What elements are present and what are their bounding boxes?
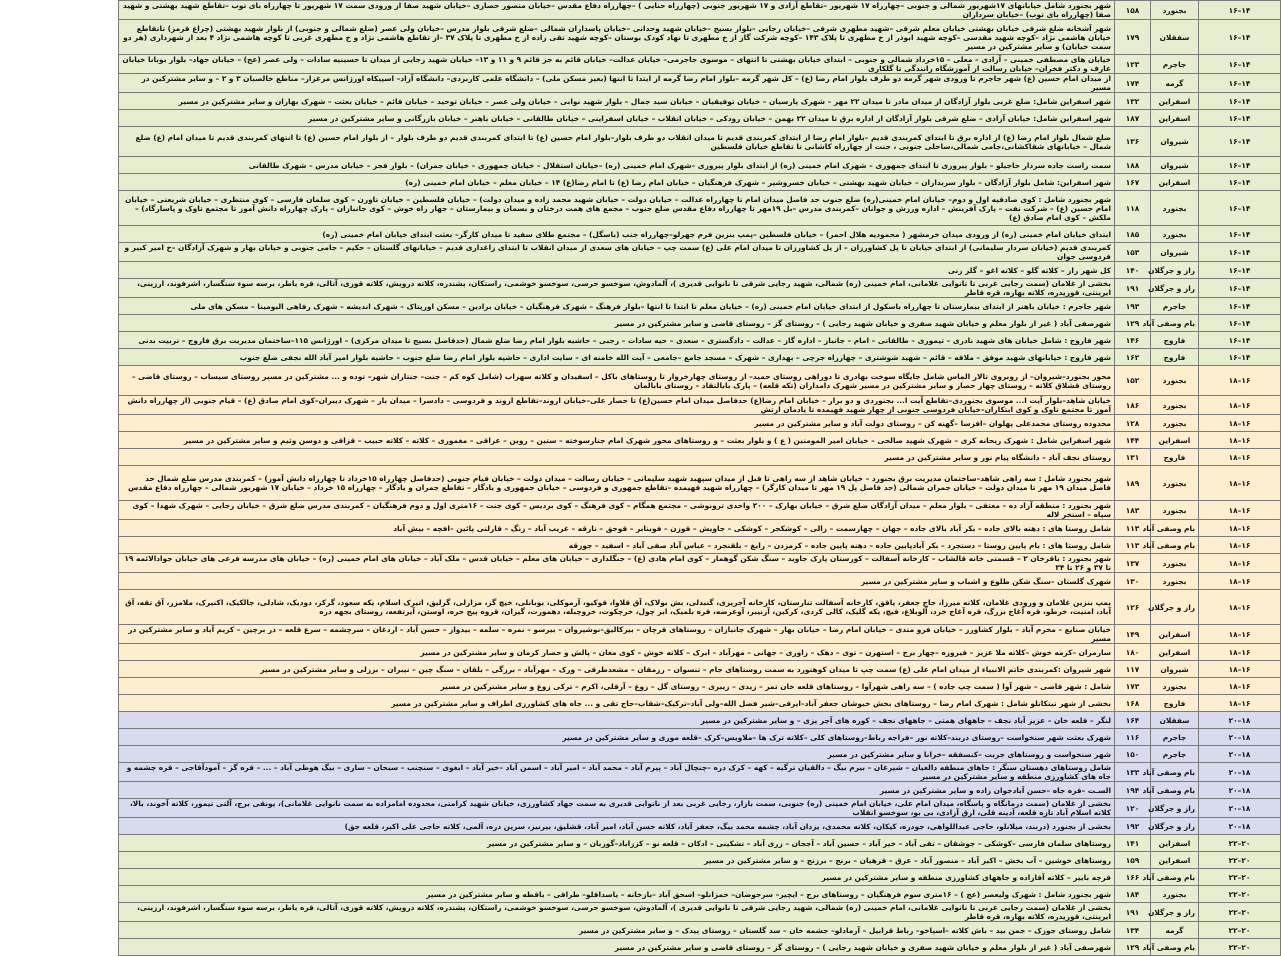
affected-areas-cell: شهر فاروج : شامل خیابان های شهید نادری – تیموری – طالقانی – امام – جانباز – اداره گاز – عدالت – دادگستری – سعدی – حیه سادات – رجبی – حاشیه بلوار امام رضا ضلع شمال (حدفاصل بسیج تا میدان مرکزی) – اورژانس ۱۱۵–ساختمان مدیریت برق فاروج – تربیت بدنی	[119, 332, 1115, 349]
feeder-number-cell: ۱۳۱	[1115, 449, 1151, 466]
time-slot-cell: ۱۶–۱۸	[1199, 449, 1281, 466]
affected-areas-cell: محدوده روستای محمدعلی پهلوان –افزسا –گهنه کن – روستای دولت آباد و سایر مشترکین در مسیر	[119, 415, 1115, 432]
table-row	[119, 537, 1281, 554]
city-cell: اسفراین	[1151, 625, 1199, 644]
city-cell: بجنورد	[1151, 501, 1199, 520]
feeder-number-cell: ۱۲۹	[1115, 939, 1151, 956]
time-slot-cell: ۲۰–۲۲	[1199, 852, 1281, 869]
city-cell: جاجرم	[1151, 55, 1199, 74]
affected-areas-cell: شهر بجنورد شامل : سه راهی شاهد–ساختمان مدیریت برق بجنورد – خیابان شاهد از سه راهی تا قبل از میدان سپهبد شهید سلیمانی – خیابان رسالت – میدان دولت – خیابان قیام جنوبی (حدفاصل چهارراه ۱۵خرداد تا چهارراه دانش آموز) – کمربندی مدرس ضلع شمال حد فاصل میدان ۱۹ مهر تا میدان دولت – خیابان جمران شمالی (حد فاصل پل ۱۹ مهر تا میدان کارگر) – چهارراه شهید قهیمده –تقاطع جمهوری و فردوسی – خیابان جمهوری و یادگار – تقاطع جمران و یادگار – چهارراه ۱۵ خرداد – خیابان ۱۷ شهریور شمالی – چهارراه دفاع مقدس	[119, 466, 1115, 501]
affected-areas-cell: بخشی از غلامان (سمت درمانگاه و پاسگاه، میدان امام علی، خیابان امام خمینی (ره) جنوبی، سمت بازار، رجایی غربی بعد از نانوایی قدیری به سمت جهاد کشاورزی، خیابان شهید کرامتی، محدوده امامزاده به سمت نانوایی غلامانی)، یونقی برج، آلتی تیمور، کلاته آخوند، بالا، کلاته اسلام آباد تازه قلعه، آدینه قلی، ارق آزادی، بی بو، سوخسو انقلاب	[119, 799, 1115, 818]
table-row	[119, 729, 1281, 746]
city-cell: بجنورد	[1151, 466, 1199, 501]
city-cell: بام وصفی آباد	[1151, 939, 1199, 956]
city-cell: شیروان	[1151, 157, 1199, 174]
time-slot-cell: ۱۶–۱۸	[1199, 501, 1281, 520]
affected-areas-cell: شهر اسفراین شامل : شهرک ریحانه کری – شهرک شهید صالحی – خیابان امیر المومنین ( ع ) و بلوار بعثت – و روستاهای محور شهرک امام جنارسوخته – ستین – روین – عراقی – مغموری – کلاته – کلاته حبیب – قزاقی و دوسن وثیم و سایر مشترکین در مسیر	[119, 432, 1115, 449]
table-row	[119, 661, 1281, 678]
affected-areas-cell: سمت راست جاده سردار حاجیلو – بلوار پیروزی تا ابتدای جمهوری – شهرک امام خمینی (ره) از ابتدای بلوار پیروزی –شهرک امام خمینی (ره) –خیابان استقلال – خیابان جمهوری – خیابان جمران) – بلوار فجر – خیابان مدرس – شهرک طالقانی	[119, 157, 1115, 174]
time-slot-cell: ۱۶–۱۸	[1199, 415, 1281, 432]
city-cell: بجنورد	[1151, 1, 1199, 20]
affected-areas-cell: شهر شیروان :کمربندی خاتم الانبیاء از میدان امام علی (ع) سمت چپ تا میدان کوهنورد به سمت روستاهای جام – تنسوان – رزمقان – مشعدطرقی – ورک – مهرآباد – برزگی – بلقان – سنگ چین – نیبران – برزلی و سایر مشترکین در مسیر	[119, 661, 1115, 678]
city-cell: جاجرم	[1151, 298, 1199, 315]
time-slot-cell: ۱۶–۱۸	[1199, 554, 1281, 573]
time-slot-cell: ۱۶–۱۸	[1199, 520, 1281, 537]
table-row	[119, 782, 1281, 799]
affected-areas-cell: خیابان شاهد–بلوار آیت ا... موسوی بجنوردی–تقاطع آیت ا... بجنوردی و دو برار – خیابان امام رضا(ع) حدفاصل میدان امام حسین(ع) تا حصار علی–خیابان اروند–تقاطع اروند و فردوسی – دادسرا – میدان بار – شهرک دیبران–کوی امام صادق (ع) – قیام جنوبی (از چهارراه دانش آموز تا مجتمع تاوک و کوی ابتکاران–خیابان فردوسی جنوبی از چهار شهید فهیمده تا یادمان ارتش	[119, 396, 1115, 415]
time-slot-cell: ۱۴–۱۶	[1199, 110, 1281, 127]
table-row	[119, 573, 1281, 590]
affected-areas-cell: ابتدای خیابان امام خمینی (ره) از ورودی میدان خرمشهر ( محمودیه هلال احمر) – خیابان فلسطین –پمپ بنزین فرم جهرلو–چهارراه جنب (باسگل) – مجتمع طلای سفید تا میدان کارگر– بعثت ابتدای خیابان امام خمینی (ره)	[119, 226, 1115, 243]
table-row	[119, 191, 1281, 226]
affected-areas-cell: شهر اسفراین: شامل بلوار آزادگان – بلوار سربداران – خیابان شهید بهشتی – خیابان خسروشیر – شهرک فرهنگیان – خیابان امام رضا (ع) تا امام رضا(ع) ۱۴ – خیابان معلم – خیابان امام خمینی (ره)	[119, 174, 1115, 191]
feeder-number-cell: ۱۱۸	[1115, 191, 1151, 226]
city-cell: بجنورد	[1151, 678, 1199, 695]
time-slot-cell: ۱۴–۱۶	[1199, 174, 1281, 191]
city-cell: بجنورد	[1151, 226, 1199, 243]
feeder-number-cell: ۱۴۴	[1115, 432, 1151, 449]
feeder-number-cell: ۱۲۳	[1115, 55, 1151, 74]
time-slot-cell: ۲۰–۲۲	[1199, 886, 1281, 903]
city-cell: بجنورد	[1151, 191, 1199, 226]
table-row	[119, 886, 1281, 903]
affected-areas-cell: السـت –قره جاه –حسن آبادجوان زاده و سایر مشترکین در مسیر	[119, 782, 1115, 799]
affected-areas-cell: بخشی از شهر تیتکانلو شامل : شهرک امام رضا – روستاهای بخش خبوشان جعفر آباد–ایرقی–شیر فضل الله–ولی آباد–ترکیک–شقاب–حاج تقی و ... جاه های کشاورزی اطراف و سایر مشترکین در مسیر	[119, 695, 1115, 712]
table-row	[119, 818, 1281, 835]
time-slot-cell: ۱۸–۲۰	[1199, 746, 1281, 763]
table-row	[119, 332, 1281, 349]
feeder-number-cell: ۱۹۴	[1115, 782, 1151, 799]
feeder-number-cell: ۱۲۶	[1115, 590, 1151, 625]
feeder-number-cell: ۱۸۶	[1115, 396, 1151, 415]
table-row	[119, 1, 1281, 20]
table-row	[119, 243, 1281, 262]
time-slot-cell: ۲۰–۲۲	[1199, 922, 1281, 939]
feeder-number-cell: ۱۸۷	[1115, 110, 1151, 127]
time-slot-cell: ۱۶–۱۸	[1199, 661, 1281, 678]
affected-areas-cell: شهر سنخواست و روستاهای جربت –کنسفقه –خرانا و سایر مشترکین در مسیر	[119, 746, 1115, 763]
affected-areas-cell: لنگر – قلعه خان – عزیز آباد نجف – جاههای همتی – جاههای نجف – کوره های آجر پزی – و سایر مشترکین در مسیر	[119, 712, 1115, 729]
city-cell: راز و جرگلان	[1151, 818, 1199, 835]
city-cell: بجنورد	[1151, 573, 1199, 590]
table-row	[119, 262, 1281, 279]
city-cell: بام وصفی آباد	[1151, 763, 1199, 782]
affected-areas-cell: شهر آشخانه ضلع شرقی خیابان بهشتی خیابان معلم شرقی –شهید مطهری شرقی –خیابان رجایی –بلوار بسیج –خیابان شهید وحدانی –خیابان پاسداران شمالی –ضلع شرقی بلوار مدرس –خیابان ولی عصر (ضلع شمالی و جنوبی) از بلوار شهید بهشتی (چراغ قرمز) تاتقاطع خیابان هاشمی نژاد –کوچه شهید مقدسی –کوچه شهید ابوذر از خ مطهری تا پلاک ۱۴۳ –کوچه شرکت گاز از خ مطهری تا نهاد کودک بوستان –کوچه شهید تقی زاده از خ مطهری تا پلاک ۳۷ –از تقاطع هاشمی نژاد و خ مطهری غربی تا کوچه هاشمی نژاد ۴ بعد از شهرداری (هر دو سمت خیابان) و سایر مشترکین در مسیر	[119, 20, 1115, 55]
city-cell: راز و جرگلان	[1151, 590, 1199, 625]
table-row	[119, 226, 1281, 243]
table-row	[119, 279, 1281, 298]
table-row	[119, 712, 1281, 729]
time-slot-cell: ۲۰–۲۲	[1199, 835, 1281, 852]
city-cell: راز و جرگلان	[1151, 903, 1199, 922]
city-cell: اسفراین	[1151, 110, 1199, 127]
time-slot-cell: ۱۶–۱۸	[1199, 625, 1281, 644]
time-slot-cell: ۱۶–۱۸	[1199, 695, 1281, 712]
time-slot-cell: ۱۶–۱۸	[1199, 573, 1281, 590]
time-slot-cell: ۱۸–۲۰	[1199, 729, 1281, 746]
time-slot-cell: ۱۸–۲۰	[1199, 712, 1281, 729]
time-slot-cell: ۱۴–۱۶	[1199, 157, 1281, 174]
affected-areas-cell: روستاهای سلمان فارسی –کوشکی – جوشقان – تقی آباد – خیر آباد – حسین آباد – آججان – زری آباد – تشکینی – ادکان – قلعه نو – کززاباد–گوربان – و سایر مشترکین در مسیر	[119, 835, 1115, 852]
feeder-number-cell: ۱۵۳	[1115, 243, 1151, 262]
affected-areas-cell: ضلع شمال بلوار امام رضا (ع) از اداره برق تا ابتدای کمربندی قدیم –بلوار امام رضا از ابتدای کمربندی قدیم تا میدان انقلاب دو طرف بلوار–بلوار امام حسین (ع) تا ابتدای کمربندی قدیم دو طرف بلوار – از بلوار امام حسین (ع) تا انتهای کمربندی قدیم تا میدان امام (ع) ضلع شمال – خیابانهای شقاکشانی،جامی شمالی،ساحلی جنوبی ، جنت از چهارراه کاشانی تا تقاطع خیابان فلسطین	[119, 127, 1115, 157]
time-slot-cell: ۱۴–۱۶	[1199, 55, 1281, 74]
time-slot-cell: ۱۴–۱۶	[1199, 349, 1281, 366]
table-row	[119, 625, 1281, 644]
feeder-number-cell: ۱۳۲	[1115, 93, 1151, 110]
table-row	[119, 74, 1281, 93]
time-slot-cell: ۱۸–۲۰	[1199, 799, 1281, 818]
city-cell: فاروج	[1151, 449, 1199, 466]
table-row	[119, 432, 1281, 449]
city-cell: بجنورد	[1151, 554, 1199, 573]
time-slot-cell: ۱۶–۱۸	[1199, 366, 1281, 396]
affected-areas-cell: محور بجنورد–شیروان– از روبروی تالار الماس شامل جایگاه سوخت بهادری تا دوراهی روستای حمید– از روستای چهارخروار تا روستاهای باکل – اسفیدان و کلاته سهراب (شامل کوه کم – جنت– جنتاران شهر– توده و ... مشترکین در مسیر روستای سیساب – روستای قاضی – روستای قشلاق کلاته – روستای چهار حصار و سایر مشترکین در مسیر شهرک دامداران (تکه قلعه) – پارک بابالنقاد – روستای بابالمان	[119, 366, 1115, 396]
city-cell: جاجرم	[1151, 729, 1199, 746]
city-cell: بجنورد	[1151, 886, 1199, 903]
city-cell: شیروان	[1151, 127, 1199, 157]
affected-areas-cell: شهر بجنورد : منطقه آزاد ده – معتقی – بلوار معلم – میدان آزادگان ضلع شرق – خیابان بهارک – ۲۰۰ واحدی ترونوشی – مجتمع همگام – کوی فرهنگ – کوی بردیس – کوی جنت – ۱۶متری اول و دوم فرهنگیان – کمربندی مدرس ضلع شرق – خیابان رجایی – شهرک شهدا – کوی سپاه – استخر لاله	[119, 501, 1115, 520]
affected-areas-cell: شهر بجنورد شامل : شهرک ولیعصر (عج ) – ۱۶متری سوم فرهنگیان – روستاهای برج – ایچیر– سرحوضان– حمزانلو– اسحق آباد –بازخانه – یاسداقلو– طراقی – باقطه و سایر مشترکین در مسیر	[119, 886, 1115, 903]
city-cell: بجنورد	[1151, 415, 1199, 432]
time-slot-cell: ۱۸–۲۰	[1199, 818, 1281, 835]
affected-areas-cell: بخشی از بجنورد (دربند، میلانلو، حاجی عبداللواهی، جودره، کیکان، کلاته محمدی، یزدان آباد، چشمه محمد بیگ، جعفر آباد، کلاته حسن آباد، امیر آباد، قشلیق، بیرنیز، سرین دره، آلمی، کلاته حاجی علی اکبر، قلعه جق)	[119, 818, 1115, 835]
affected-areas-cell: شامل روستای جوزک – جمن بید – باش کلاته –اسپاخو– رباط قرابیل – آرمادلو– جشمه خان – سد گلستان – روستای پیدک – و سایر مشترکین در مسیر	[119, 922, 1115, 939]
table-row	[119, 466, 1281, 501]
table-row	[119, 174, 1281, 191]
feeder-number-cell: ۱۹۲	[1115, 818, 1151, 835]
feeder-number-cell: ۱۸۳	[1115, 501, 1151, 520]
city-cell: بام وصفی آباد	[1151, 315, 1199, 332]
city-cell: اسفراین	[1151, 174, 1199, 191]
table-row	[119, 678, 1281, 695]
city-cell: اسفراین	[1151, 835, 1199, 852]
city-cell: گرمه	[1151, 74, 1199, 93]
feeder-number-cell: ۱۴۶	[1115, 332, 1151, 349]
time-slot-cell: ۱۶–۱۸	[1199, 590, 1281, 625]
city-cell: اسفراین	[1151, 852, 1199, 869]
affected-areas-cell: شامل روستاهای دهستان سنگر : جاهای منطقه دالغیان – شیرغان – بیرم بیگ – دالقیان ترگیه – کهه – کرک دره –چنچال آباد – پیرم آباد – محمد آباد – امیر آباد – اسمن آباد –خیر آباد – ابغوی – سنچنب – سبحان – ساری – بیگ هوطی آباد – ... – قره گز – آمودآقاجی – قره چشمه و جاه های کشاورزی منطقه و سایر مشترکین در مسیر	[119, 763, 1115, 782]
table-row	[119, 746, 1281, 763]
city-cell: فاروج	[1151, 332, 1199, 349]
table-row	[119, 396, 1281, 415]
feeder-number-cell: ۱۶۶	[1115, 869, 1151, 886]
city-cell: شیروان	[1151, 243, 1199, 262]
affected-areas-cell: شامل : شهر قاضی – شهر آوا ( سمت چپ جاده ) – سه راهی شهرآوا – روستاهای قلعه خان تمر – زیدی – زیبری – روستای گل – زوغ – آرقلی، اکرم – ترکی زوغ و سایر مشترکین در مسیر	[119, 678, 1115, 695]
affected-areas-cell: قرچه باییر – کلاته آقازاده و جاههای کشاورزی منطقه و سایر مشترکین در مسیر	[119, 869, 1115, 886]
feeder-number-cell: ۱۵۲	[1115, 366, 1151, 396]
affected-areas-cell: شامل روستا های : بام پایین روستا – دستجرد – بکر آبادپایین جاده – دهنه پایین جاده – کرمزدن – رابغ – بلقنجرد – عباس آباد صفی آباد – اسفید – جوزقه	[119, 537, 1115, 554]
time-slot-cell: ۲۰–۲۲	[1199, 939, 1281, 956]
feeder-number-cell: ۱۸۵	[1115, 226, 1151, 243]
feeder-number-cell: ۱۴۱	[1115, 835, 1151, 852]
affected-areas-cell: شهر بجنورد شامل : کوی صادقیه اول و دوم– خیابان امام خمینی(ره) ضلع جنوب حد فاصل میدان امام تا چهارراه عدالت – خیابان دولت – خیابان شهید محمد زاده و میدان دولت) – خیابان فلسطین – خیابان تاورن – کوی سلمان فارسی – کوی منتظری – خیابان شریعتی – خیابان امام حسین (ع) – شرکت نفت – پارک آفرینش – اداره ورزش و جوانان –کمربندی مدرس –بل ۱۹مهر تا چهارراه دفاع مقدس ضلع جنوب – مجمع های همت درختان و بسمان و بیمارستان – جهار راه خوش – کوی جانبازان – پارک چهارراه دانش آموز تا مجتمع تاوک و پاسارگاد) –ملکش – کوی امام صادق (ع)	[119, 191, 1115, 226]
city-cell: فاروج	[1151, 349, 1199, 366]
time-slot-cell: ۱۴–۱۶	[1199, 243, 1281, 262]
affected-areas-cell: کمربندی قدیم (خیابان سردار سلیمانی) از ابتدای خیابان تا پل کشاورزان – از پل کشاورزان تا میدان امام علی (ع) سمت چپ – خیابان های سعدی از میدان انقلاب تا ابتدای زاغداری قدیم – خیابانهای گلستان – حکیم – جامی جنوبی و خیابان بهار و شهرک آزادگان –خ امیر کبیر و فردوسی جوان	[119, 243, 1115, 262]
table-row	[119, 644, 1281, 661]
table-row	[119, 20, 1281, 55]
table-row	[119, 520, 1281, 537]
city-cell: اسفراین	[1151, 432, 1199, 449]
time-slot-cell: ۱۶–۱۸	[1199, 432, 1281, 449]
feeder-number-cell: ۱۱۷	[1115, 661, 1151, 678]
feeder-number-cell: ۱۱۳	[1115, 537, 1151, 554]
city-cell: بام وصفی آباد	[1151, 520, 1199, 537]
feeder-number-cell: ۱۲۸	[1115, 415, 1151, 432]
feeder-number-cell: ۱۳۳	[1115, 763, 1151, 782]
time-slot-cell: ۱۶–۱۸	[1199, 396, 1281, 415]
city-cell: بجنورد	[1151, 396, 1199, 415]
time-slot-cell: ۱۴–۱۶	[1199, 127, 1281, 157]
feeder-number-cell: ۱۵۹	[1115, 852, 1151, 869]
outage-schedule-table	[118, 0, 1281, 956]
table-row	[119, 554, 1281, 573]
affected-areas-cell: شهر اسفراین شامل: ضلع غربی بلوار آزادگان از میدان مادر تا میدان ۲۲ مهر – شهرک پارسیان – خیابان توفیقیان – خیابان سید جمال – بلوار شهید نوابی – خیابان ولی عصر – خیابان توحید – خیابان قائم – خیابان بعثت – شهرک بهاران و سایر مشترکین در مسیر	[119, 93, 1115, 110]
table-row	[119, 939, 1281, 956]
city-cell: سفقلان	[1151, 712, 1199, 729]
city-cell: شیروان	[1151, 661, 1199, 678]
time-slot-cell: ۱۴–۱۶	[1199, 20, 1281, 55]
affected-areas-cell: شهرصفی آباد ( غیر از بلوار معلم و خیابان شهید صفری و خیابان شهید رجایی ) – روستای گز – روستای قاضی و سایر مشترکین در مسیر	[119, 315, 1115, 332]
feeder-number-cell: ۱۳۶	[1115, 127, 1151, 157]
table-row	[119, 852, 1281, 869]
time-slot-cell: ۱۴–۱۶	[1199, 332, 1281, 349]
table-row	[119, 315, 1281, 332]
feeder-number-cell: ۱۸۰	[1115, 644, 1151, 661]
affected-areas-cell: روستای نجف آباد – دانشگاه پیام نور و سایر مشترکین در مسیر	[119, 449, 1115, 466]
feeder-number-cell: ۱۷۳	[1115, 678, 1151, 695]
affected-areas-cell: روستاهای خوشین – آب بخش – اکبر آباد – منصور آباد – عرق – قرهیان – برنج – برزنج – و سایر مشترکین در مسیر	[119, 852, 1115, 869]
affected-areas-cell: شهر اسفراین شامل: خیابان آزادی – ضلع شرقی بلوار آزادگان از اداره برق تا میدان ۲۲ بهمن – خیابان رودکی – خیابان انقلاب – خیابان اسفراینی – خیابان طالقانی – خیابان باهنر – خیابان بازرگانی و سایر مشترکین در مسیر	[119, 110, 1115, 127]
affected-areas-cell: خیابان های مصطفی خمینی – آزادی – معلی – ۱۵خرداد شمالی و جنوبی – ابتدای خیابان بهشتی تا انتهای – موسوی جاجرمی– خیابان عدالت– خیابان قائم به جز قائم ۹ و ۱۱ و ۱۳– خیابان شهید رجایی از میدان تا حسینیه سادات – ولی عصر (عج) – خیابان جهاد– بلوار بوبانا خیابان عارف و دکتر فخران– خیابان رسالت از آموزشگاه رانندگی تا گلکاری	[119, 55, 1115, 74]
city-cell: جاجرم	[1151, 746, 1199, 763]
table-row	[119, 93, 1281, 110]
table-row	[119, 835, 1281, 852]
affected-areas-cell: شهرصفی آباد ( غیر از بلوار معلم و خیابان شهید صفری و خیابان شهید رجایی ) – روستای گز – روستای قاضی و سایر مشترکین در مسیر	[119, 939, 1115, 956]
table-row	[119, 799, 1281, 818]
affected-areas-cell: بخشی از غلامان (سمت رجایی غربی تا تانوایی غلامانی، امام خمینی (ره) شمالی، شهید رجایی شرقی تا نانوایی قدیری )، آلمادوش، سوخسو حرسی، سوخسو خوشمی، راستکان، پشندره، کلاته درویش، کلاته قوزی، آتالی، قره باطر، برسه سوء سنگسار، اشرفوند، ارزینی، ایرینتی، قوریدره، کلاته بهاره، قره قاطر	[119, 279, 1115, 298]
table-row	[119, 869, 1281, 886]
time-slot-cell: ۲۰–۲۲	[1199, 869, 1281, 886]
city-cell: بام وصفی آباد	[1151, 537, 1199, 554]
affected-areas-cell: شهرک بعثت شهر سنخواست –روستای دربند–کلاته نور –فراجه رباط–روستاهای کلی –کلاته ترک ها –ملاویس–کرک –قلعه موری و سایر مشترکین در مسیر	[119, 729, 1115, 746]
time-slot-cell: ۱۸–۲۰	[1199, 763, 1281, 782]
city-cell: اسفراین	[1151, 644, 1199, 661]
city-cell: بام وصفی آباد	[1151, 782, 1199, 799]
time-slot-cell: ۱۸–۲۰	[1199, 782, 1281, 799]
city-cell: راز و جرگلان	[1151, 799, 1199, 818]
affected-areas-cell: پمپ بنزین غلامان و ورودی غلامان، کلاته میرزا، حاج جعفر، یاقق، کارخانه آسفالت تنارستان، کارخانه آجرپزی، گنبدلی، بش بولاک، آق قلاوا، قوکیو، آرموکلی، بوبانلی، خیچ گز، مزارلی، گرلیق، اتیرک اسلام، یکه سعود، گرکز، دودیک، شادلی، جالکیک، اکنیرک، ملامزر، آق تقه، آق آباد، امنیت، خرطو، قره آغاج بزرگ، قره آغاج خرد، آلوبلاغ، فیچ، یکه گلیک، کالی کردی، کرکین، آرنیبر، آوعرضه، قره بلمیک، ابر چول، خرچکوت، خروچبله، دهمورت، گیران، قروه پیج حره، اوستن، آیرتفعه، روستای بجهه دره	[119, 590, 1115, 625]
feeder-number-cell: ۱۳۴	[1115, 922, 1151, 939]
feeder-number-cell: ۱۱۶	[1115, 729, 1151, 746]
time-slot-cell: ۱۴–۱۶	[1199, 279, 1281, 298]
table-row	[119, 157, 1281, 174]
feeder-number-cell: ۱۹۱	[1115, 279, 1151, 298]
feeder-number-cell: ۱۹۱	[1115, 903, 1151, 922]
feeder-number-cell: ۱۷۴	[1115, 74, 1151, 93]
time-slot-cell: ۲۰–۲۲	[1199, 903, 1281, 922]
feeder-number-cell: ۱۴۰	[1115, 262, 1151, 279]
table-row	[119, 55, 1281, 74]
time-slot-cell: ۱۶–۱۸	[1199, 537, 1281, 554]
feeder-number-cell: ۱۶۷	[1115, 174, 1151, 191]
table-row	[119, 590, 1281, 625]
city-cell: بام وصفی آباد	[1151, 869, 1199, 886]
feeder-number-cell: ۱۲۰	[1115, 799, 1151, 818]
city-cell: راز و جرگلان	[1151, 279, 1199, 298]
table-row	[119, 298, 1281, 315]
feeder-number-cell: ۱۱۳	[1115, 520, 1151, 537]
table-row	[119, 127, 1281, 157]
affected-areas-cell: شامل روستا های : دهنه بالای جاده – بکر آباد بالای جاده – جهان – چهارسمت – زالی – کوشکجر – کوشکی – جاویش – قوزن – فوبنابر – قوجق – نارقه – غریب آباد – زنگ – قارلنی پائین –افچه – بیش آباد	[119, 520, 1115, 537]
feeder-number-cell: ۱۸۴	[1115, 886, 1151, 903]
city-cell: راز و جرگلان	[1151, 262, 1199, 279]
table-row	[119, 449, 1281, 466]
feeder-number-cell: ۱۹۳	[1115, 298, 1151, 315]
time-slot-cell: ۱۴–۱۶	[1199, 93, 1281, 110]
city-cell: فاروج	[1151, 695, 1199, 712]
affected-areas-cell: بخشی از غلامان (سمت رجایی غربی تا نانوایی غلامانی، امام خمینی (ره) شمالی، شهید رجایی شرقی تا نانوایی قدیری )، آلمادوش، سوخسو حرسی، سوخسو خوشمی، راستکان، پشندره، کلاته درویش، کلاته قوزی، آتالی، قره باطر، برسه سوء سنگسار، اشرفوند، ارزینی، ایرینتی، قوریدره، کلاته بهاره، قره قاطر	[119, 903, 1115, 922]
time-slot-cell: ۱۶–۱۸	[1199, 644, 1281, 661]
table-row	[119, 110, 1281, 127]
affected-areas-cell: شهر بجنورد : باقرخان ۲ – قسمتی خانه قالشاب – کارخانه آسفالت – کورستان پارک جاوید – سنگ شکن گوهمار – کوی امام هادی (ع) – جنگلداری – خیابان های معلم – خیابان قدس – ملک آباد – خیابان های امام خمینی (ره) – خیابان های مدرسه فرعی های خیابان جوادالائمه ۱۹ تا ۳۷ و ۲۶ تا ۳۴	[119, 554, 1115, 573]
city-cell: گرمه	[1151, 922, 1199, 939]
time-slot-cell: ۱۴–۱۶	[1199, 315, 1281, 332]
time-slot-cell: ۱۴–۱۶	[1199, 226, 1281, 243]
table-row	[119, 501, 1281, 520]
time-slot-cell: ۱۴–۱۶	[1199, 262, 1281, 279]
table-row	[119, 415, 1281, 432]
time-slot-cell: ۱۴–۱۶	[1199, 74, 1281, 93]
feeder-number-cell: ۱۵۸	[1115, 1, 1151, 20]
table-row	[119, 903, 1281, 922]
table-row	[119, 366, 1281, 396]
table-row	[119, 349, 1281, 366]
city-cell: اسفراین	[1151, 93, 1199, 110]
table-row	[119, 695, 1281, 712]
affected-areas-cell: شهر جاجرم : خیابان باهنر از ابتدای بیمارستان تا چهارراه باسکول از ابتدای خیابان امام خمینی (ره) – خیابان معلم تا ابتدا تا انتها –بلوار فرهنگ – شهرک فرهنگیان – خیابان برادین – مسکن اورپتاک – شهرک اندیشه – شهرک رفاهی البومینا – مسکن های ملی	[119, 298, 1115, 315]
feeder-number-cell: ۱۸۹	[1115, 466, 1151, 501]
table-row	[119, 922, 1281, 939]
feeder-number-cell: ۱۶۴	[1115, 712, 1151, 729]
affected-areas-cell: سارمران –کرمه خوش –کلاته ملا عزیز – فیروزه –چهار برج – استهرن – توی – دهک – زاوری – جهانی – مهرآباد – ابرک – کلاته خوش – کوی مغان – پالش و حصار کرمان و سایر مشترکین در مسیر	[119, 644, 1115, 661]
time-slot-cell: ۱۴–۱۶	[1199, 1, 1281, 20]
feeder-number-cell: ۱۶۲	[1115, 349, 1151, 366]
schedule-rows	[119, 1, 1281, 956]
time-slot-cell: ۱۶–۱۸	[1199, 466, 1281, 501]
affected-areas-cell: شهر بجنورد شامل خیابانهای ۱۷شهریور شمالی و جنوبی –چهارراه ۱۷ شهریور –تقاطع آزادی و ۱۷ شهریور جنوبی (چهارراه حنایی ) –چهارراه دفاع مقدس –خیابان منصور حصاری –خیابان شهید صفا از ورودی سمت ۱۷ شهریور تا چهارراه بای توب –تقاطع شهید بهشتی و شهید صفا (چهارراه بای توب) –خیابان سرداران	[119, 1, 1115, 20]
feeder-number-cell: ۱۶۸	[1115, 695, 1151, 712]
feeder-number-cell: ۱۲۹	[1115, 315, 1151, 332]
feeder-number-cell: ۱۷۹	[1115, 20, 1151, 55]
city-cell: بجنورد	[1151, 366, 1199, 396]
affected-areas-cell: خیابان صنایع – محرم آباد – بلوار کشاورز – خیابان فرو مندی – خیابان امام رضا – خیابان بهار – شهرک جانبازان – روستاهای قرچان – بیرکالیق–نوشیروان – بیرسو – نمره – سلمه – بیدواز – حسن آباد – اردغان – سرچشمه – سرغ قلعه – در برچین – کریم آباد و سایر مشترکین در مسیر	[119, 625, 1115, 644]
feeder-number-cell: ۱۸۸	[1115, 157, 1151, 174]
affected-areas-cell: از میدان امام حسین (ع) شهر جاجرم تا ورودی شهر گرمه دو طرف بلوار امام رضا (ع) – کل شهر گرمه –بلوار امام رضا گرمه از ابتدا تا انتها (بعیز مسکن ملی) – دانشگاه علمی کاربردی– دانشگاه آزاد– اسپیکاه اورژانس مرغزار– مناطع خالصبان ۳ و ۲ – و سایر مشترکین در مسیر	[119, 74, 1115, 93]
table-row	[119, 763, 1281, 782]
feeder-number-cell: ۱۳۷	[1115, 554, 1151, 573]
feeder-number-cell: ۱۳۰	[1115, 573, 1151, 590]
time-slot-cell: ۱۶–۱۸	[1199, 678, 1281, 695]
affected-areas-cell: کل شهر راز – کلاته گلو – کلاته اغو – گلر زنی	[119, 262, 1115, 279]
affected-areas-cell: شهرک گلستان –سنگ شکن طلوع و اشباب و سایر مشترکین در مسیر	[119, 573, 1115, 590]
feeder-number-cell: ۱۵۰	[1115, 746, 1151, 763]
city-cell: سفقلان	[1151, 20, 1199, 55]
feeder-number-cell: ۱۴۹	[1115, 625, 1151, 644]
time-slot-cell: ۱۴–۱۶	[1199, 191, 1281, 226]
affected-areas-cell: شهر فاروج : خیابانهای شهید موفق – ملاقه – قائم – شهید شوشتری – چهارراه جرچی – بهداری – شهرک – مسجد جامع –جامعی – آیت الله خامنه ای – سایت اداری – حاشیه بلوار امام رضا ضلع جنوب – حاشیه بلوار امیر آباد الله نجفی ضلع جنوب	[119, 349, 1115, 366]
time-slot-cell: ۱۴–۱۶	[1199, 298, 1281, 315]
